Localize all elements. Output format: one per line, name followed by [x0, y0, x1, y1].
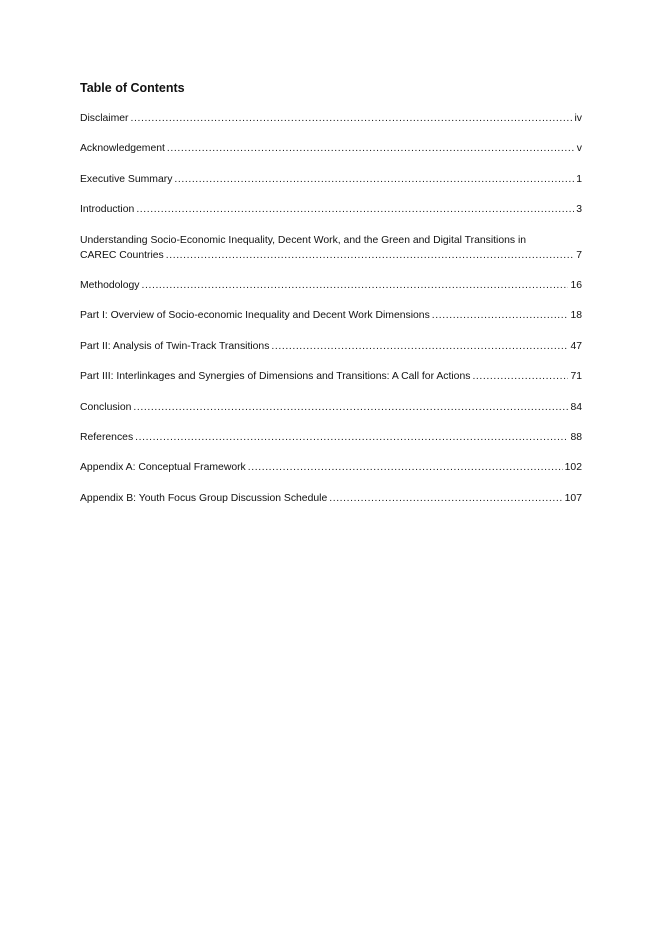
toc-entry-label: CAREC Countries: [80, 249, 164, 261]
toc-entry-executive-summary[interactable]: [80, 172, 582, 187]
toc-entry-appendix-b[interactable]: [80, 491, 582, 506]
toc-entry-label: Acknowledgement: [80, 143, 165, 155]
toc-entry-page-number: 107: [564, 492, 582, 504]
dot-leader: [166, 248, 574, 263]
dot-leader: [167, 141, 575, 156]
toc-entry-references[interactable]: [80, 430, 582, 445]
toc-entry-page-number: 88: [570, 431, 582, 443]
toc-entry-page-number: iv: [574, 113, 582, 124]
toc-entry-disclaimer[interactable]: [80, 111, 582, 126]
toc-entry-conclusion[interactable]: [80, 400, 582, 415]
toc-entry-understanding-inequality[interactable]: [80, 233, 582, 263]
toc-entry-page-number: 3: [576, 204, 582, 216]
dot-leader: [135, 430, 568, 445]
toc-entry-part-3[interactable]: [80, 369, 582, 384]
dot-leader: [142, 278, 569, 293]
toc-title: Table of Contents: [80, 81, 185, 95]
dot-leader: [133, 400, 568, 415]
toc-entry-label: Methodology: [80, 279, 140, 291]
toc-entry-introduction[interactable]: [80, 202, 582, 217]
dot-leader: [432, 308, 569, 323]
dot-leader: [271, 339, 568, 354]
toc-entry-page-number: 18: [570, 310, 582, 322]
toc-entry-page-number: 47: [570, 340, 582, 352]
dot-leader: [174, 172, 574, 187]
toc-entry-label-line-1: Understanding Socio-Economic Inequality, Decent Work, and the Green and Digital Transitions in: [80, 234, 527, 246]
dot-leader: [136, 202, 574, 217]
toc-entry-label: References: [80, 431, 134, 443]
toc-entry-page-number: 71: [570, 371, 582, 383]
toc-entry-appendix-a[interactable]: [80, 460, 582, 475]
toc-entry-acknowledgement[interactable]: [80, 141, 582, 156]
toc-entry-label: Disclaimer: [80, 113, 129, 124]
toc-entry-part-2[interactable]: [80, 339, 582, 354]
toc-entry-label: Appendix B: Youth Focus Group Discussion Schedule: [80, 492, 328, 504]
toc-entry-methodology[interactable]: [80, 278, 582, 293]
table-of-contents: [80, 111, 582, 521]
toc-entry-page-number: 1: [576, 173, 582, 185]
toc-entry-label: Appendix A: Conceptual Framework: [80, 462, 246, 474]
toc-entry-part-1[interactable]: [80, 308, 582, 323]
toc-entry-label: Part II: Analysis of Twin-Track Transitions: [80, 340, 270, 352]
dot-leader: [131, 111, 573, 126]
dot-leader: [472, 369, 568, 384]
toc-entry-page-number: 84: [570, 401, 582, 413]
toc-entry-page-number: 16: [570, 279, 582, 291]
toc-entry-page-number: 102: [564, 462, 582, 474]
toc-entry-label: Executive Summary: [80, 173, 173, 185]
dot-leader: [248, 460, 563, 475]
toc-entry-label: Part I: Overview of Socio-economic Inequality and Decent Work Dimensions: [80, 310, 430, 322]
toc-entry-page-number: v: [576, 143, 582, 155]
toc-entry-label: Part III: Interlinkages and Synergies of Dimensions and Transitions: A Call for Actions: [80, 371, 471, 383]
dot-leader: [329, 491, 562, 506]
toc-entry-label: Conclusion: [80, 401, 132, 413]
toc-entry-page-number: 7: [576, 249, 582, 261]
toc-entry-label: Introduction: [80, 204, 135, 216]
